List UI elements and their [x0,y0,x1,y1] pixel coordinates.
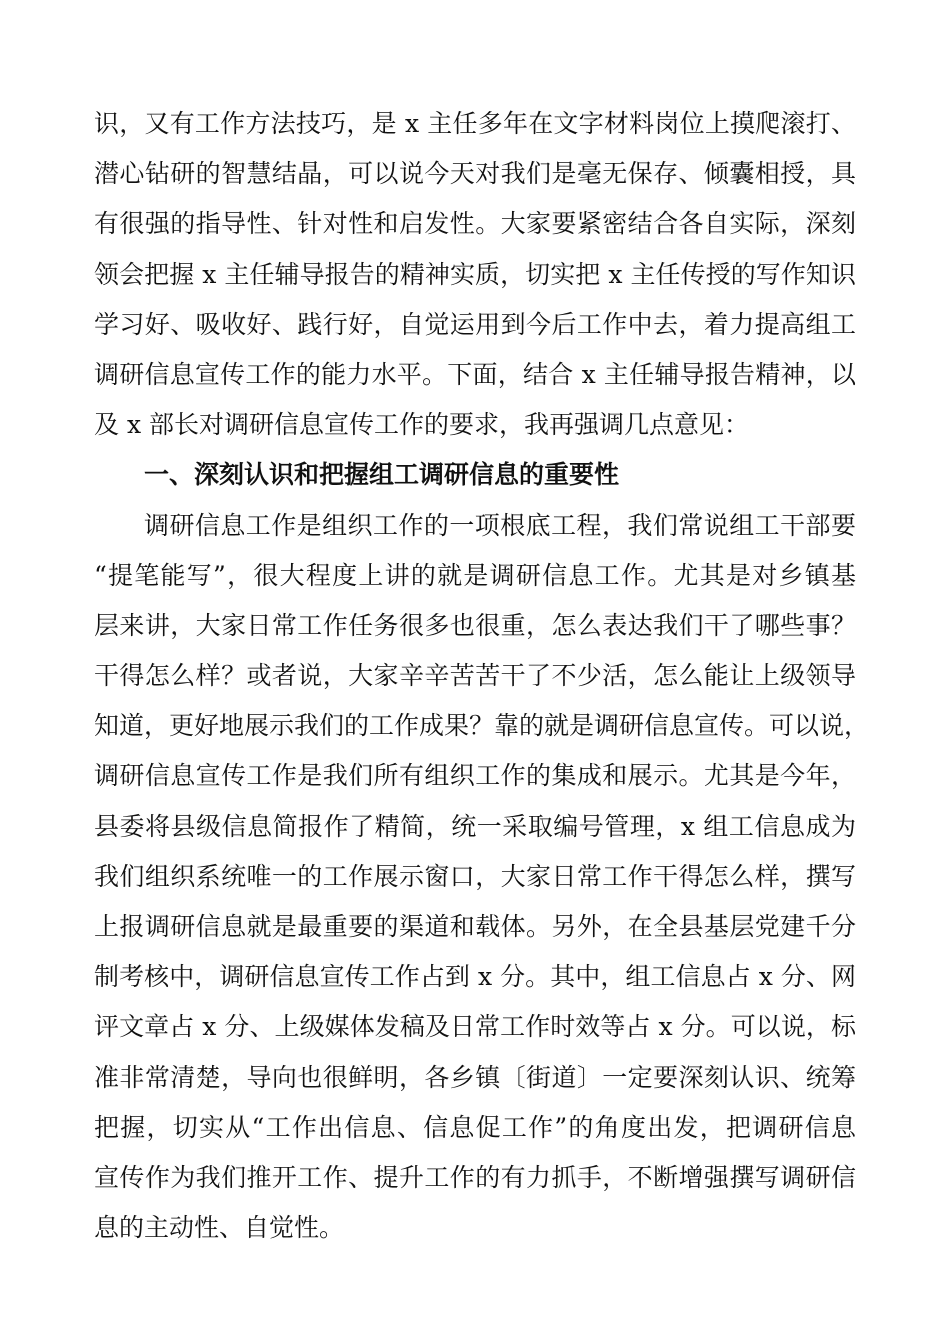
text-line: 潜心钻研的智慧结晶，可以说今天对我们是毫无保存、倾囊相授，具 [94,159,856,189]
text-line: 识，又有工作方法技巧，是 x 主任多年在文字材料岗位上摸爬滚打、 [94,109,856,138]
section-heading: 一、深刻认识和把握组工调研信息的重要性 [144,460,620,490]
text-line: 领会把握 x 主任辅导报告的精神实质，切实把 x 主任传授的写作知识 [94,259,856,289]
text-line: 息的主动性、自觉性。 [94,1213,345,1243]
text-line: 层来讲，大家日常工作任务很多也很重，怎么表达我们干了哪些事？ [94,610,856,640]
paragraph-section-1 [94,501,870,1254]
paragraph-opening [94,99,856,450]
text-line: 我们组织系统唯一的工作展示窗口，大家日常工作干得怎么样，撰写 [94,861,856,891]
text-line: 制考核中，调研信息宣传工作占到 x 分。其中，组工信息占 x 分、网 [94,962,856,992]
text-line: 评文章占 x 分、上级媒体发稿及日常工作时效等占 x 分。可以说，标 [94,1012,856,1042]
text-line: “提笔能写”，很大程度上讲的就是调研信息工作。尤其是对乡镇基 [94,560,856,590]
document-body [94,99,870,1253]
text-line: 有很强的指导性、针对性和启发性。大家要紧密结合各自实际，深刻 [94,209,856,239]
text-line: 县委将县级信息简报作了精简，统一采取编号管理，x 组工信息成为 [94,811,856,841]
text-line: 及 x 部长对调研信息宣传工作的要求，我再强调几点意见： [94,410,749,440]
text-line: 知道，更好地展示我们的工作成果？靠的就是调研信息宣传。可以说， [94,711,870,741]
text-line: 干得怎么样？或者说，大家辛辛苦苦干了不少活，怎么能让上级领导 [94,661,856,691]
text-line: 学习好、吸收好、践行好，自觉运用到今后工作中去，着力提高组工 [94,309,856,339]
text-line: 上报调研信息就是最重要的渠道和载体。另外，在全县基层党建千分 [94,912,856,941]
text-line: 调研信息宣传工作的能力水平。下面，结合 x 主任辅导报告精神，以 [94,359,856,389]
text-line: 调研信息宣传工作是我们所有组织工作的集成和展示。尤其是今年， [94,761,856,791]
text-line: 宣传作为我们推开工作、提升工作的有力抓手，不断增强撰写调研信 [94,1162,856,1192]
text-line: 把握，切实从“工作出信息、信息促工作”的角度出发，把调研信息 [94,1112,856,1142]
text-line: 调研信息工作是组织工作的一项根底工程，我们常说组工干部要 [144,510,856,540]
text-line: 准非常清楚，导向也很鲜明，各乡镇〔街道〕一定要深刻认识、统筹 [94,1062,856,1092]
